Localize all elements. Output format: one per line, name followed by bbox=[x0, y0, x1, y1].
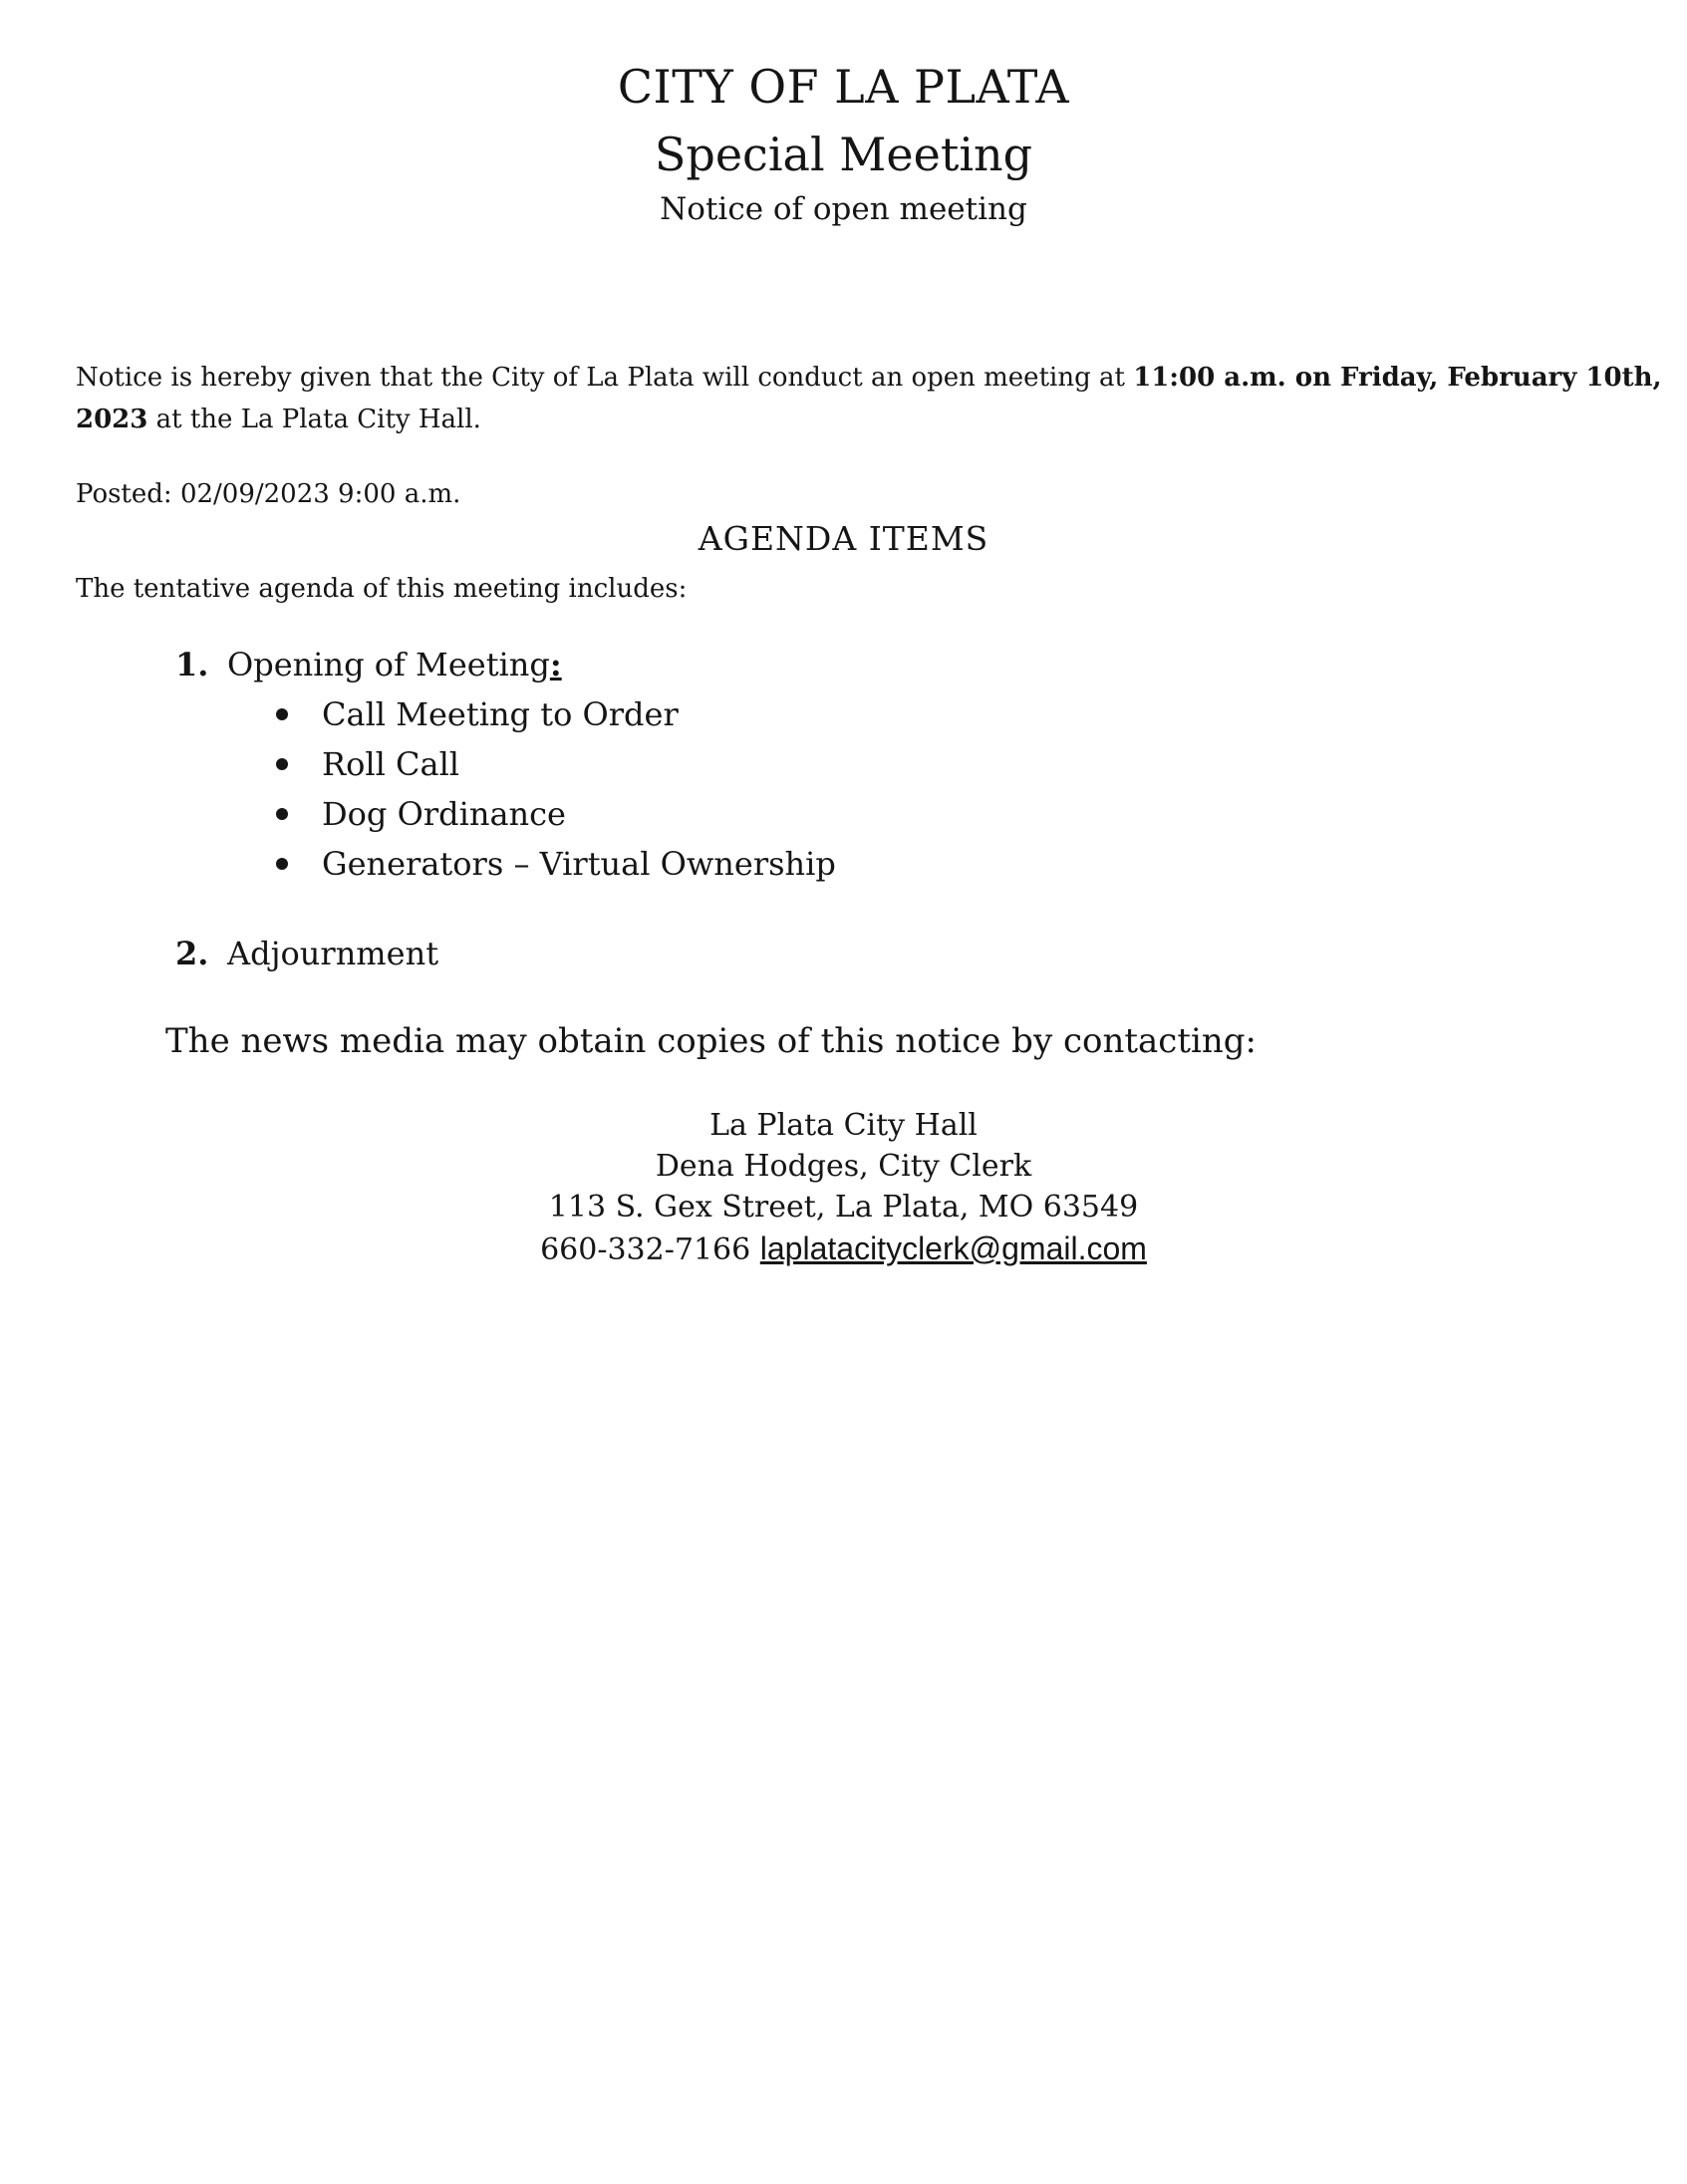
contact-line bbox=[0, 1228, 1687, 1270]
agenda-item-1 bbox=[175, 643, 562, 686]
agenda-heading: AGENDA ITEMS bbox=[698, 519, 989, 558]
notice-paragraph-line1 bbox=[76, 357, 1662, 399]
contact-person: Dena Hodges, City Clerk bbox=[655, 1149, 1032, 1184]
email-link[interactable]: laplatacityclerk@gmail.com bbox=[759, 1230, 1147, 1266]
list-item bbox=[276, 842, 836, 886]
page-title: CITY OF LA PLATA bbox=[617, 60, 1070, 114]
posted-date: Posted: 02/09/2023 9:00 a.m. bbox=[76, 479, 461, 509]
notice-text: Notice is hereby given that the City of La Plata will conduct an open meeting at bbox=[76, 363, 1134, 393]
agenda-item-2 bbox=[175, 932, 438, 975]
list-item-text: Generators – Virtual Ownership bbox=[322, 845, 836, 883]
agenda-item-number: 2. bbox=[175, 935, 209, 972]
contact-address: 113 S. Gex Street, La Plata, MO 63549 bbox=[548, 1190, 1139, 1225]
agenda-item-label: Adjournment bbox=[227, 935, 439, 972]
agenda-intro: The tentative agenda of this meeting includes: bbox=[76, 574, 688, 604]
list-item bbox=[276, 792, 566, 836]
bullet-icon bbox=[276, 708, 288, 720]
bullet-icon bbox=[276, 758, 288, 770]
notice-label: Notice of open meeting bbox=[660, 191, 1027, 227]
list-item-text: Roll Call bbox=[322, 745, 460, 783]
meeting-year: 2023 bbox=[76, 405, 148, 434]
meeting-datetime: 11:00 a.m. on Friday, February 10th, bbox=[1133, 363, 1662, 393]
agenda-item-number: 1. bbox=[175, 646, 209, 683]
contact-phone: 660-332-7166 bbox=[540, 1232, 751, 1267]
bullet-icon bbox=[276, 808, 288, 820]
list-item bbox=[276, 692, 679, 736]
agenda-item-label: Opening of Meeting bbox=[227, 646, 550, 683]
media-contact-intro: The news media may obtain copies of this notice by contacting: bbox=[165, 1021, 1258, 1061]
list-item bbox=[276, 742, 459, 786]
list-item-text: Dog Ordinance bbox=[322, 795, 566, 833]
meeting-type: Special Meeting bbox=[654, 128, 1033, 181]
contact-place: La Plata City Hall bbox=[709, 1108, 978, 1143]
notice-location: at the La Plata City Hall. bbox=[147, 405, 481, 434]
agenda-item-suffix: : bbox=[549, 646, 562, 683]
list-item-text: Call Meeting to Order bbox=[322, 695, 679, 733]
notice-paragraph-line2 bbox=[76, 399, 1630, 440]
bullet-icon bbox=[276, 858, 288, 870]
